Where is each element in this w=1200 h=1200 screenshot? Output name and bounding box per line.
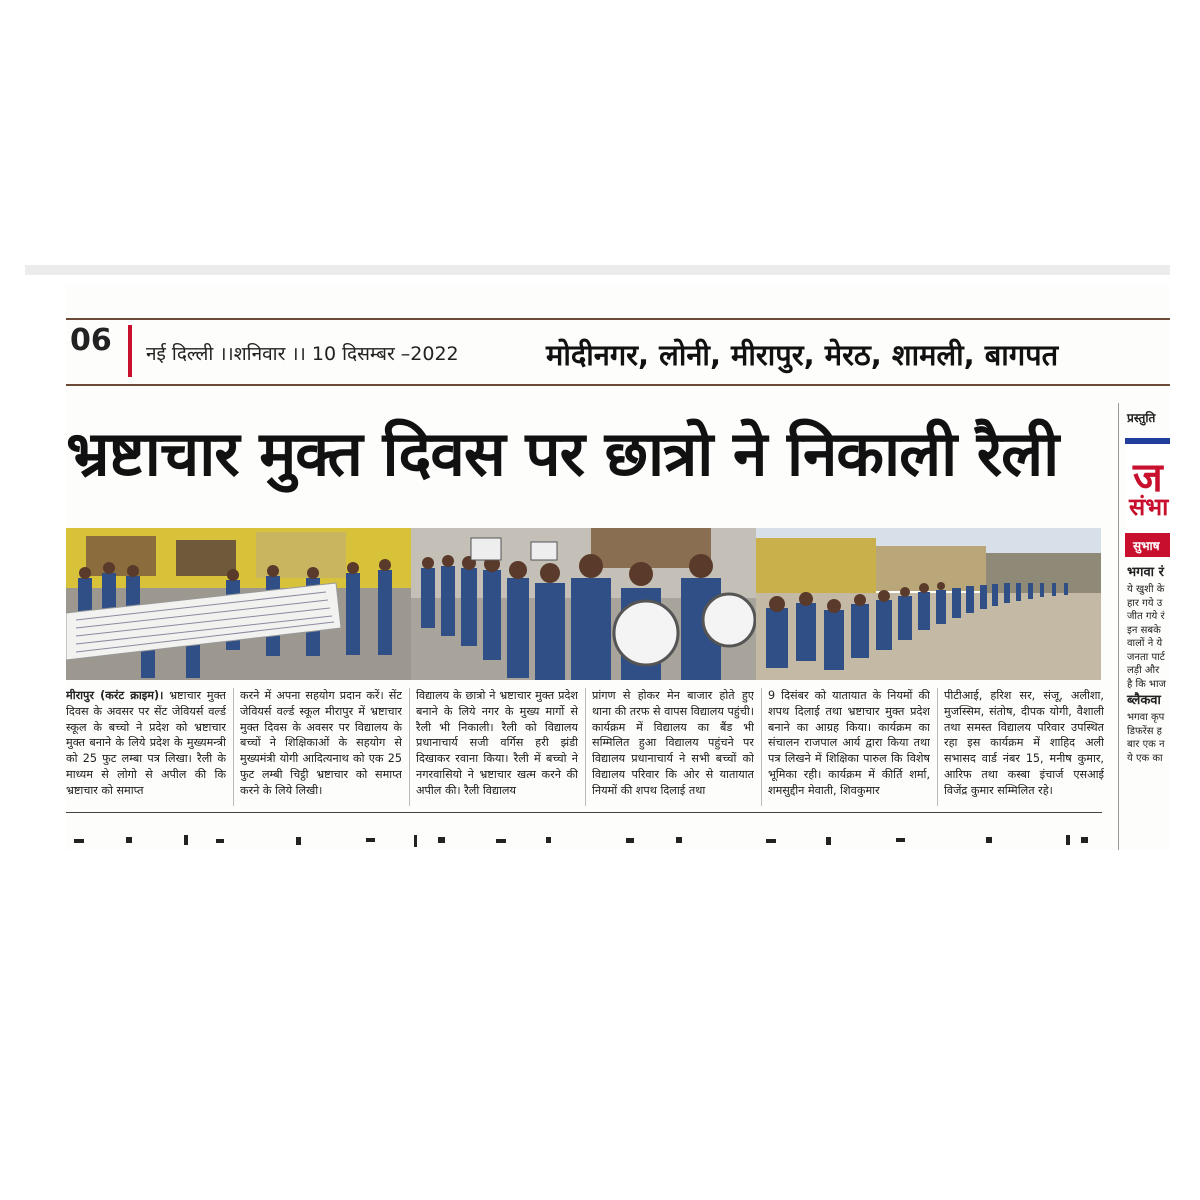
masthead-cities: मोदीनगर, लोनी, मीरापुर, मेरठ, शामली, बागपत <box>546 338 1059 372</box>
sidebar-headline: भगवा रं <box>1127 565 1164 580</box>
article-column-5: 9 दिसंबर को यातायात के नियमों की शपथ दिलाई तथा भ्रष्टाचार मुक्त प्रदेश बनाने का आग्रह किया। कार्यक्रम का संचालन राजपाल आर्य द्वारा किया तथा पत्र लिखने में शिक्षिका पारुल कि विशेष भूमिका रही। कार्यक्रम में कीर्ति शर्मा, शमसुद्दीन मेवाती, शिवकुमार <box>768 689 930 797</box>
sidebar-brand-logo <box>1125 438 1170 528</box>
page-number-divider <box>128 325 132 377</box>
article-column-1-text: भ्रष्टाचार मुक्त दिवस के अवसर पर सेंट जेवियर्स वर्ल्ड स्कूल के बच्चो ने प्रदेश को भ्रष्टाचार मुक्त बनाने के लिये प्रदेश के मुख्यमन्त्री को 25 फुट लम्बा पत्र लिखा। रैली के माध्यम से लोगो से अपील की कि भ्रष्टाचार को समाप्त <box>66 689 226 797</box>
top-gray-band <box>25 265 1170 275</box>
article-bottom-rule <box>66 812 1102 813</box>
sidebar-column <box>1118 403 1170 850</box>
article-column-2: करने में अपना सहयोग प्रदान करें। सेंट जेवियर्स वर्ल्ड स्कूल मीरापुर में भ्रष्टाचार मुक्त दिवस के अवसर पर विद्यालय के बच्चों ने शिक्षिकाओं के सहयोग से मुख्यमंत्री योगी आदित्यनाथ को एक 25 फुट लम्बी चिट्ठी भ्रष्टाचार को समाप्त करने के लिये लिखी। <box>240 689 402 797</box>
sidebar-brand-top: ज <box>1133 455 1163 501</box>
photo-students-with-letter <box>66 528 411 680</box>
article-column-6: पीटीआई, हरिश सर, संजू, अलीशा, मुजस्सिम, संतोष, दीपक योगी, वैशाली तथा समस्त विद्यालय परिवार उपस्थित रहा इस कार्यक्रम में शाहिद अली सभासद वार्ड नंबर 15, मनीष कुमार, आरिफ तथा कस्बा इंचार्ज एसआई विजेंद्र कुमार सम्मिलित रहे। <box>944 689 1104 797</box>
column-separator <box>937 688 938 806</box>
column-separator <box>233 688 234 806</box>
article-column-3: विद्यालय के छात्रो ने भ्रष्टाचार मुक्त प्रदेश बनाने के लिये नगर के मुख्य मार्गो से रैली भी निकाली। रैली को विद्यालय प्रधानाचार्य सजी वर्गिस हरी झंडी दिखाकर रवाना किया। रैली में बच्चो ने नगरवासियो ने भ्रष्टाचार खत्म करने की अपील की। रैली विद्यालय <box>416 689 578 797</box>
article-column-1 <box>66 688 226 808</box>
column-separator <box>409 688 410 806</box>
photo-rally-street <box>756 528 1101 680</box>
page-number: 06 <box>70 323 112 358</box>
article-headline: भ्रष्टाचार मुक्त दिवस पर छात्रो ने निकाली रैली <box>66 417 1059 490</box>
masthead-dateline: नई दिल्ली ।।शनिवार ।। 10 दिसम्बर –2022 <box>146 343 459 365</box>
column-separator <box>761 688 762 806</box>
newspaper-clipping <box>66 285 1170 850</box>
sidebar-text: भगवा रं ये खुशी के हार गये उ जीत गये रं इन सबके वालों ने ये जनता पार्ट लड़ी और है कि भाज ब्लैकवा भगवा कृप डिफरेंस ह बार एक न ये एक का <box>1127 563 1170 765</box>
sidebar-brand-bottom: संभा <box>1129 493 1169 521</box>
sidebar-headline-2: ब्लैकवा <box>1127 693 1161 708</box>
article-dateline: मीरापुर (करंट क्राइम)। <box>66 689 164 702</box>
column-separator <box>585 688 586 806</box>
masthead-top-rule <box>66 318 1170 320</box>
article-column-4: प्रांगण से होकर मेन बाजार होते हुए थाना की तरफ से वापस विद्यालय पहुंची। कार्यक्रम में विद्यालय का बैंड भी सम्मिलित हुआ विद्यालय पहुंचने पर विद्यालय प्रधानाचार्य ने सभी बच्चों को विद्यालय परिवार कि ओर से यातायात नियमों की शपथ दिलाई तथा <box>592 689 754 797</box>
photo-school-band <box>411 528 756 680</box>
sidebar-prefix: प्रस्तुति <box>1127 411 1156 425</box>
sidebar-red-label: सुभाष <box>1125 533 1170 557</box>
masthead-bottom-rule <box>66 384 1170 386</box>
cut-off-text-strip <box>66 825 1096 850</box>
